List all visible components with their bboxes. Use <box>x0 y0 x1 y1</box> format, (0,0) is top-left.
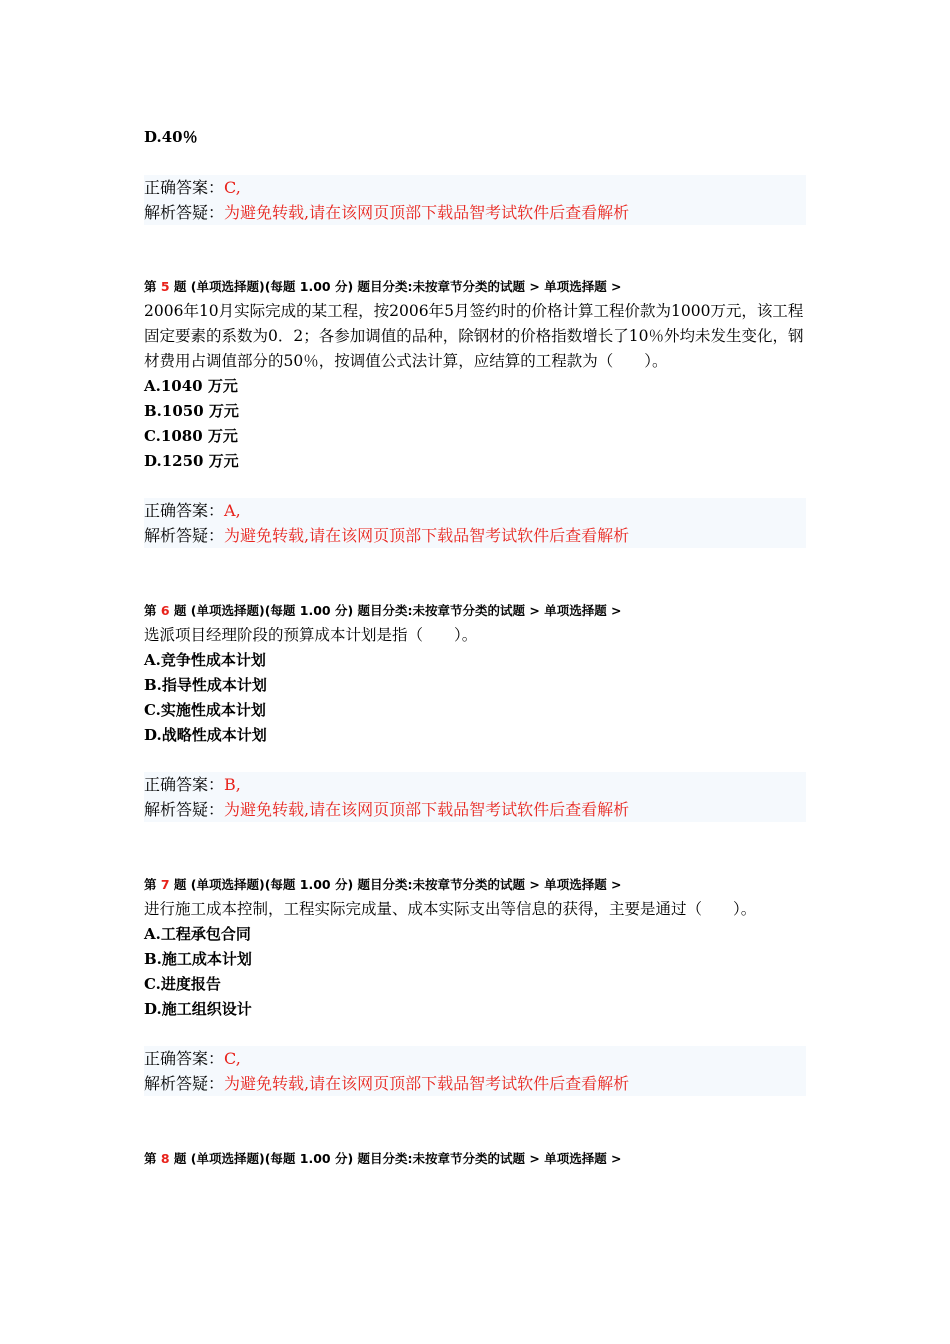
answer-box <box>144 1046 806 1096</box>
answer-box <box>144 175 806 225</box>
option-b: B.1050 万元 <box>144 402 239 420</box>
analysis-value: 为避免转载,请在该网页顶部下载品智考试软件后查看解析 <box>224 1074 630 1093</box>
answer-box <box>144 772 806 822</box>
question-header <box>144 274 814 299</box>
analysis-value: 为避免转载,请在该网页顶部下载品智考试软件后查看解析 <box>224 203 630 222</box>
option-b: B.施工成本计划 <box>144 950 252 968</box>
question-stem: 选派项目经理阶段的预算成本计划是指（ ）。 <box>144 626 478 644</box>
analysis-line <box>144 1071 806 1096</box>
correct-answer-line <box>144 772 806 797</box>
correct-answer-label: 正确答案： <box>144 775 225 794</box>
analysis-label: 解析答疑： <box>144 526 225 545</box>
option-a: A.1040 万元 <box>144 377 238 395</box>
header-suffix: 题 (单项选择题)(每题 1.00 分) 题目分类:未按章节分类的试题 > 单项选择题 > <box>169 877 622 892</box>
correct-answer-line <box>144 1046 806 1071</box>
question-header <box>144 598 814 623</box>
header-prefix: 第 <box>144 603 161 618</box>
analysis-line <box>144 200 806 225</box>
correct-answer-label: 正确答案： <box>144 1049 225 1068</box>
header-prefix: 第 <box>144 877 161 892</box>
option-d: D.战略性成本计划 <box>144 726 267 744</box>
correct-answer-value: A, <box>224 501 241 520</box>
header-suffix: 题 (单项选择题)(每题 1.00 分) 题目分类:未按章节分类的试题 > 单项选择题 > <box>169 279 622 294</box>
question-8 <box>144 1146 622 1171</box>
answer-box <box>144 498 806 548</box>
option-c: C.实施性成本计划 <box>144 701 266 719</box>
question-number: 6 <box>160 603 170 618</box>
analysis-label: 解析答疑： <box>144 800 225 819</box>
option-d: D.施工组织设计 <box>144 1000 252 1018</box>
option-a: A.工程承包合同 <box>144 925 251 943</box>
question-stem: 进行施工成本控制，工程实际完成量、成本实际支出等信息的获得，主要是通过（ ）。 <box>144 900 757 918</box>
header-prefix: 第 <box>144 1151 161 1166</box>
analysis-label: 解析答疑： <box>144 1074 225 1093</box>
question-stem: 2006年10月实际完成的某工程，按2006年5月签约时的价格计算工程价款为1000万元，该工程固定要素的系数为0．2；各参加调值的品种，除钢材的价格指数增长了10％外均未发生变化，钢材费用占调值部分的50％，按调值公式法计算，应结算的工程款为（ ）。 <box>144 302 804 370</box>
header-suffix: 题 (单项选择题)(每题 1.00 分) 题目分类:未按章节分类的试题 > 单项选择题 > <box>169 603 622 618</box>
correct-answer-line <box>144 175 806 200</box>
option-d: D.40％ <box>144 128 198 146</box>
correct-answer-value: C, <box>224 1049 241 1068</box>
option-d: D.1250 万元 <box>144 452 239 470</box>
question-header <box>144 872 814 897</box>
option-c: C.1080 万元 <box>144 427 238 445</box>
correct-answer-label: 正确答案： <box>144 178 225 197</box>
question-number: 7 <box>160 877 170 892</box>
option-a: A.竞争性成本计划 <box>144 651 266 669</box>
question-number: 5 <box>160 279 170 294</box>
prev-question-tail <box>144 125 198 150</box>
option-b: B.指导性成本计划 <box>144 676 267 694</box>
analysis-value: 为避免转载,请在该网页顶部下载品智考试软件后查看解析 <box>224 800 630 819</box>
correct-answer-value: B, <box>224 775 241 794</box>
correct-answer-line <box>144 498 806 523</box>
analysis-value: 为避免转载,请在该网页顶部下载品智考试软件后查看解析 <box>224 526 630 545</box>
question-7 <box>144 872 814 1022</box>
question-5 <box>144 274 814 474</box>
question-6 <box>144 598 814 748</box>
analysis-line <box>144 523 806 548</box>
analysis-line <box>144 797 806 822</box>
question-header <box>144 1146 622 1171</box>
header-suffix: 题 (单项选择题)(每题 1.00 分) 题目分类:未按章节分类的试题 > 单项选择题 > <box>169 1151 622 1166</box>
question-number: 8 <box>160 1151 170 1166</box>
correct-answer-value: C, <box>224 178 241 197</box>
correct-answer-label: 正确答案： <box>144 501 225 520</box>
header-prefix: 第 <box>144 279 161 294</box>
option-c: C.进度报告 <box>144 975 221 993</box>
analysis-label: 解析答疑： <box>144 203 225 222</box>
